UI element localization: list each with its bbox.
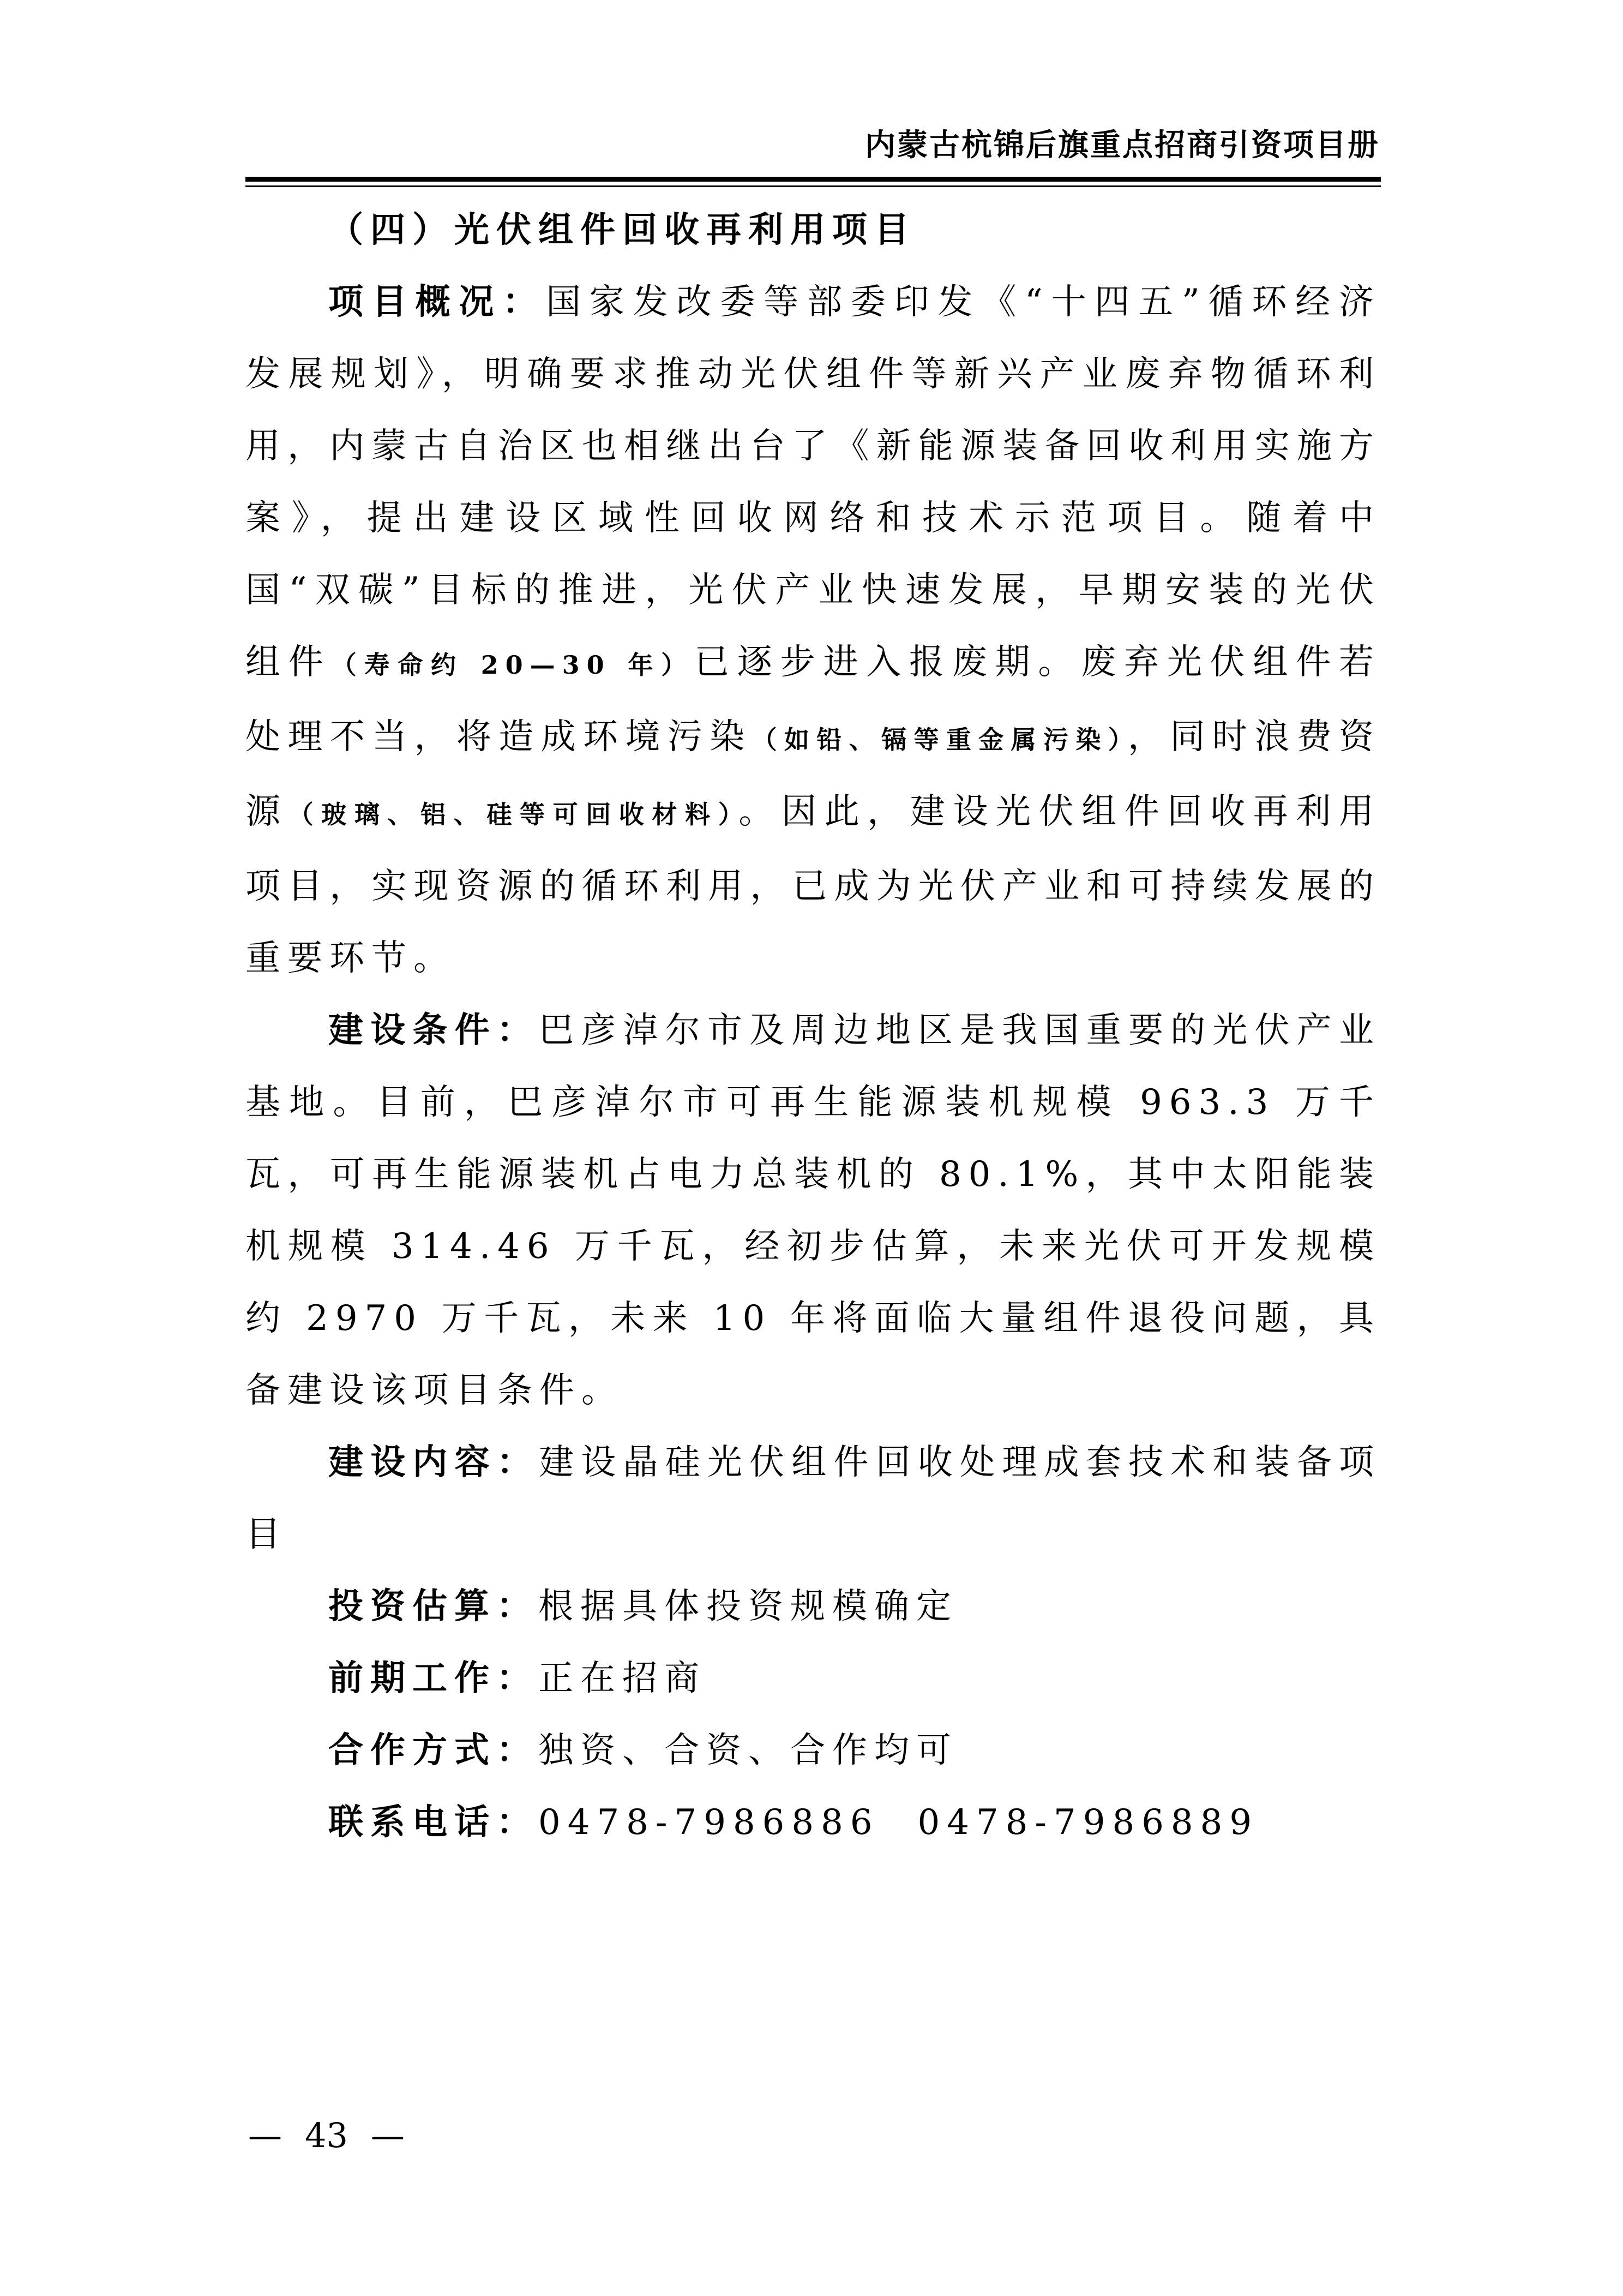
label-construction-content: 建设内容： xyxy=(328,1442,539,1483)
page-header-title: 内蒙古杭锦后旗重点招商引资项目册 xyxy=(865,128,1380,163)
overview-text-2: 已逐步进入报废期。废弃光伏组件若处理不当，将造成环境污染 xyxy=(245,642,1381,757)
document-body xyxy=(245,194,1381,1859)
paragraph-construction-conditions xyxy=(245,994,1381,1426)
section-title: （四）光伏组件回收再利用项目 xyxy=(328,209,916,250)
page-footer xyxy=(248,2115,405,2155)
paragraph-contact-phone xyxy=(245,1787,1381,1859)
construction-content-text: 建设晶硅光伏组件回收处理成套技术和装备项目 xyxy=(245,1442,1381,1555)
contact-phone-1: 0478-7986886 xyxy=(538,1802,880,1843)
header-rule-thin-line xyxy=(245,185,1381,187)
cooperation-mode-text: 独资、合资、合作均可 xyxy=(538,1730,958,1771)
paragraph-construction-content xyxy=(245,1426,1381,1570)
conditions-text: 巴彦淖尔市及周边地区是我国重要的光伏产业基地。目前，巴彦淖尔市可再生能源装机规模 963.3 万千瓦，可再生能源装机占电力总装机的 80.1%，其中太阳能装机规模 314.46 万千瓦，经初步估算，未来光伏可开发规模约 2970 万千瓦，未来 10 年将面临大量组件退役问题，具备建设该项目条件。 xyxy=(245,1010,1381,1411)
overview-text-1: 国家发改委等部委印发《“十四五”循环经济发展规划》，明确要求推动光伏组件等新兴产业废弃物循环利用，内蒙古自治区也相继出台了《新能源装备回收利用实施方案》，提出建设区域性回收网络和技术示范项目。随着中国“双碳”目标的推进，光伏产业快速发展，早期安装的光伏组件 xyxy=(245,282,1381,682)
contact-phone-2: 0478-7986889 xyxy=(917,1802,1259,1843)
label-cooperation-mode: 合作方式： xyxy=(328,1730,538,1771)
overview-text-4: 。因此，建设光伏组件回收再利用项目，实现资源的循环利用，已成为光伏产业和可持续发展的重要环节。 xyxy=(245,792,1381,979)
header-rule-thick-line xyxy=(245,177,1381,182)
label-project-overview: 项目概况： xyxy=(328,281,546,322)
inline-note-pollution: （如铅、镉等重金属污染） xyxy=(752,725,1128,754)
paragraph-project-overview xyxy=(245,266,1381,994)
label-construction-conditions: 建设条件： xyxy=(328,1010,539,1051)
inline-note-materials: （玻璃、铝、硅等可回收材料） xyxy=(288,800,739,829)
paragraph-cooperation-mode xyxy=(245,1714,1381,1787)
label-preliminary-work: 前期工作： xyxy=(328,1658,538,1699)
overview-text-3: ，同时浪费资源 xyxy=(245,717,1381,832)
footer-page-number: 43 xyxy=(305,2115,348,2155)
preliminary-work-text: 正在招商 xyxy=(538,1658,706,1699)
header-double-rule xyxy=(245,177,1381,187)
footer-dash-left: — xyxy=(248,2115,282,2155)
paragraph-investment-estimate xyxy=(245,1570,1381,1642)
inline-note-lifespan: （寿命约 20—30 年） xyxy=(331,650,695,680)
paragraph-preliminary-work xyxy=(245,1642,1381,1714)
investment-estimate-text: 根据具体投资规模确定 xyxy=(538,1586,958,1627)
footer-dash-right: — xyxy=(370,2115,405,2155)
label-contact-phone: 联系电话： xyxy=(328,1802,538,1843)
label-investment-estimate: 投资估算： xyxy=(328,1586,538,1627)
